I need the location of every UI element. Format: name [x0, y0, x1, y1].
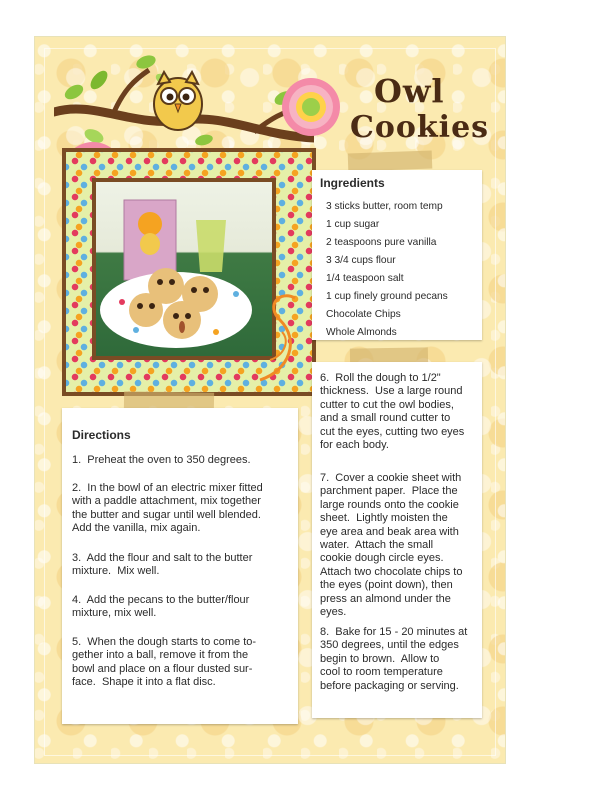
directions-heading: Directions: [72, 428, 131, 442]
list-item: Whole Almonds: [326, 327, 397, 338]
cookies-photo-illustration: [96, 182, 272, 356]
list-item: 2 teaspoons pure vanilla: [326, 237, 437, 248]
direction-step-5: 5. When the dough starts to come to- gether into a ball, remove it from the bowl and place on a flour dusted sur- face. Shape it into a flat disc.: [72, 636, 257, 689]
owl-icon: [148, 68, 208, 132]
direction-step-2: 2. In the bowl of an electric mixer fitted with a paddle attachment, mix together the butter and sugar until well blended. Add the vanilla, mix again.: [72, 482, 263, 535]
page-title-line2: Cookies: [350, 110, 490, 145]
page-title-line1: Owl: [374, 72, 445, 110]
list-item: 1 cup sugar: [326, 219, 380, 230]
ingredients-list: [326, 198, 448, 342]
directions-panel: [62, 408, 298, 724]
flower-decoration-icon: [280, 76, 342, 138]
cookies-photo: [92, 178, 276, 360]
direction-step-6: 6. Roll the dough to 1/2" thickness. Use a large round cutter to cut the owl bodies, and a small round cutter to cut the eyes, cutting two eyes for each body.: [320, 372, 465, 452]
list-item: 3 3/4 cups flour: [326, 255, 396, 266]
direction-step-4: 4. Add the pecans to the butter/flour mixture, mix well.: [72, 594, 250, 620]
swirl-decoration-icon: [250, 280, 310, 390]
ingredients-panel: [312, 170, 482, 340]
list-item: 1 cup finely ground pecans: [326, 291, 448, 302]
direction-step-3: 3. Add the flour and salt to the butter mixture. Mix well.: [72, 552, 253, 578]
direction-step-1: 1. Preheat the oven to 350 degrees.: [72, 454, 251, 466]
list-item: 1/4 teaspoon salt: [326, 273, 404, 284]
list-item: Chocolate Chips: [326, 309, 401, 320]
list-item: 3 sticks butter, room temp: [326, 201, 443, 212]
direction-step-7: 7. Cover a cookie sheet with parchment paper. Place the large rounds onto the cookie sheet. Lightly moisten the eye area and beak area with water. Attach the small cookie dough circle eyes. Attach two chocolate chips to the eyes (point down), then press an almond under the eyes.: [320, 472, 463, 619]
tape-decoration: [348, 151, 433, 172]
direction-step-8: 8. Bake for 15 - 20 minutes at 350 degrees, until the edges begin to brown. Allow to cool to room temperature before packaging or serving.: [320, 626, 468, 692]
ingredients-heading: Ingredients: [320, 176, 385, 190]
directions-continued-panel: [312, 362, 482, 718]
